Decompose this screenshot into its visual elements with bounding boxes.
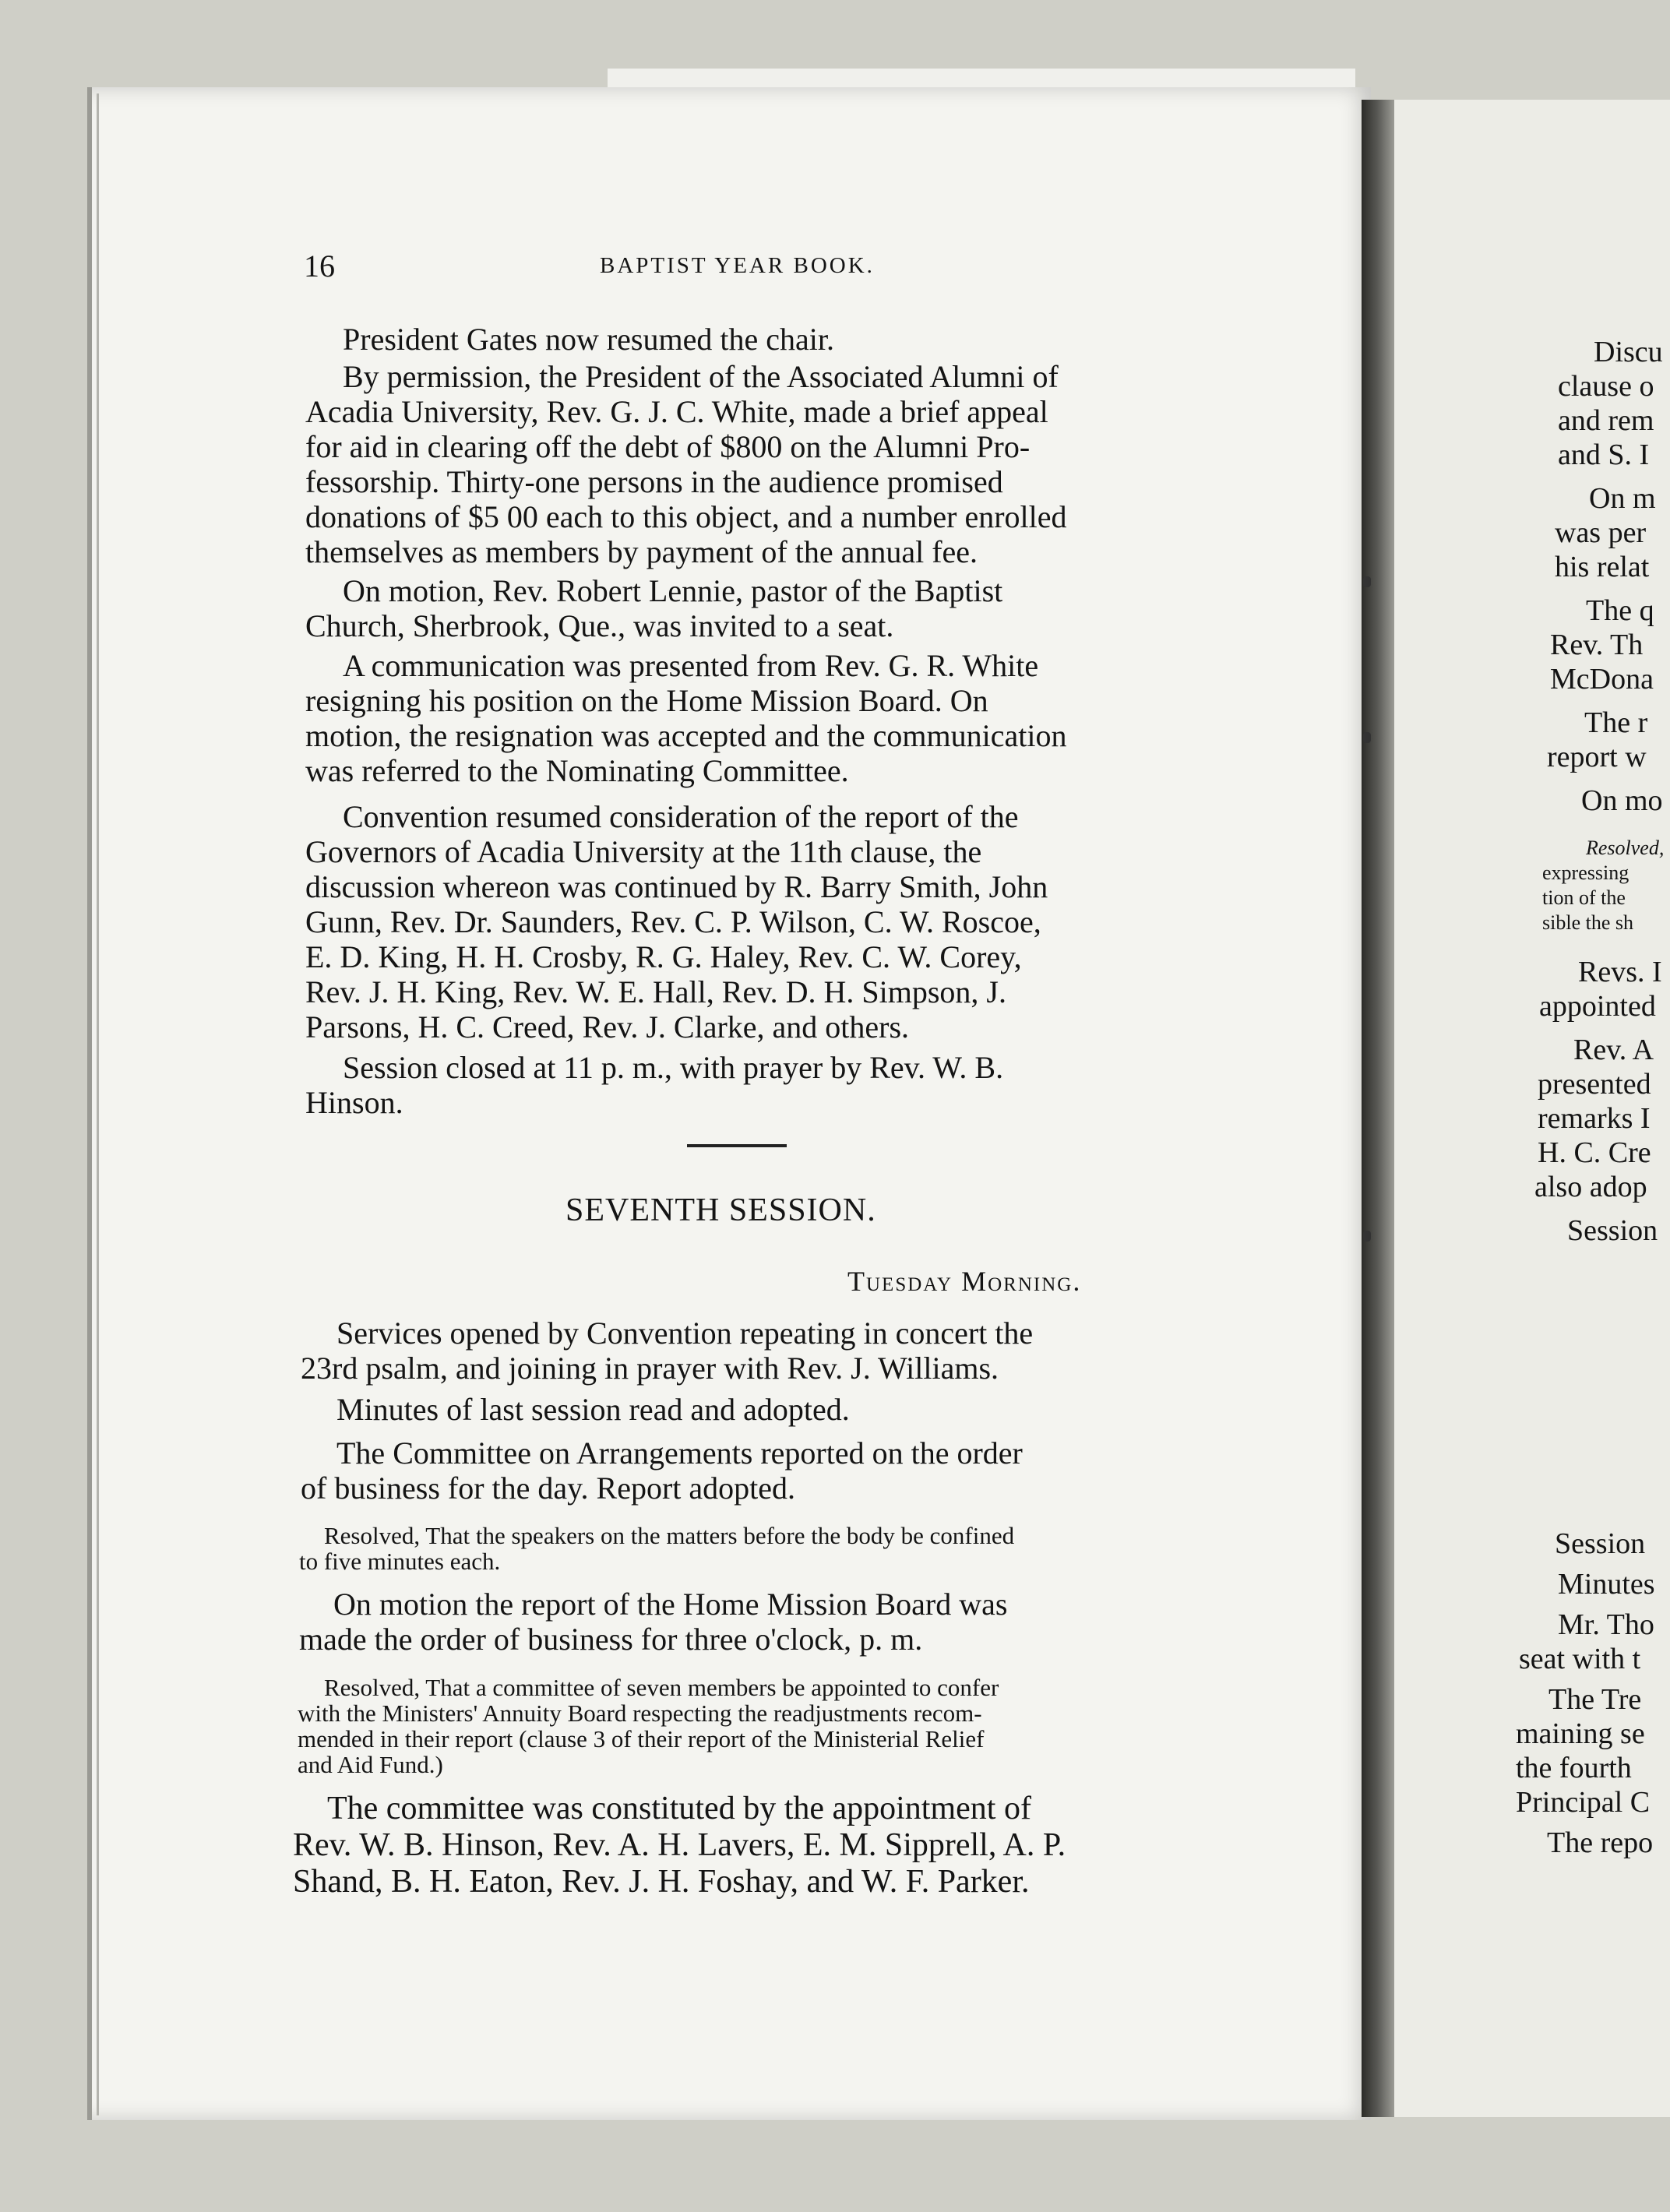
text-line: Hinson. [305,1085,403,1120]
right-text-fragment: appointed [1539,990,1656,1023]
text-line: for aid in clearing off the debt of $800 on the Alumni Pro- [305,429,1031,464]
binding-stitch [1363,576,1371,587]
book-edge-inner [97,93,99,2115]
right-text-fragment: was per [1555,516,1647,549]
running-head: BAPTIST YEAR BOOK. [600,253,875,278]
text-line: Services opened by Convention repeating in concert the [336,1316,1034,1351]
section-divider [687,1144,787,1147]
right-text-fragment: The Tre [1548,1683,1642,1716]
right-text-fragment: remarks I [1538,1102,1651,1135]
text-line: Acadia University, Rev. G. J. C. White, made a brief appeal [305,394,1048,429]
text-line: President Gates now resumed the chair. [343,322,834,357]
text-line: motion, the resignation was accepted and the communication [305,718,1067,753]
text-line: fessorship. Thirty-one persons in the audience promised [305,464,1003,499]
right-text-fragment: Session [1567,1214,1658,1247]
right-text-fragment: On mo [1581,784,1663,817]
text-line: Governors of Acadia University at the 11th clause, the [305,834,982,869]
text-line: The committee was constituted by the appointment of [327,1791,1031,1826]
right-text-fragment: The r [1584,706,1648,739]
binding-stitch [1363,732,1371,743]
text-line: 23rd psalm, and joining in prayer with Rev. J. Williams. [301,1351,999,1386]
text-line: Gunn, Rev. Dr. Saunders, Rev. C. P. Wilson, C. W. Roscoe, [305,904,1041,939]
text-line: was referred to the Nominating Committee. [305,753,849,788]
text-line: themselves as members by payment of the annual fee. [305,534,978,569]
text-line: E. D. King, H. H. Crosby, R. G. Haley, Rev. C. W. Corey, [305,939,1022,974]
book-gutter [1362,100,1394,2117]
right-text-fragment: and S. I [1558,439,1650,471]
right-text-fragment: tion of the [1542,886,1626,909]
resolution-line: Resolved, That a committee of seven members be appointed to confer [324,1674,999,1701]
right-text-fragment: Rev. A [1573,1034,1654,1066]
right-text-fragment: The repo [1547,1826,1654,1859]
text-line: Session closed at 11 p. m., with prayer by Rev. W. B. [343,1050,1004,1085]
right-text-fragment: The q [1586,594,1654,627]
resolution-line: mended in their report (clause 3 of their report of the Ministerial Relief [298,1725,985,1752]
page-number: 16 [304,248,335,284]
session-time: Tuesday Morning. [847,1266,1082,1297]
text-line: Parsons, H. C. Creed, Rev. J. Clarke, and others. [305,1009,910,1044]
right-text-fragment: maining se [1516,1717,1645,1750]
right-text-fragment: his relat [1555,551,1650,583]
text-line: Convention resumed consideration of the report of the [343,799,1019,834]
right-text-fragment: the fourth [1516,1752,1632,1784]
text-line: of business for the day. Report adopted. [301,1471,796,1506]
text-line: Rev. J. H. King, Rev. W. E. Hall, Rev. D. H. Simpson, J. [305,974,1006,1009]
text-line: The Committee on Arrangements reported on the order [336,1435,1023,1471]
text-line: made the order of business for three o'clock, p. m. [299,1622,923,1657]
text-line: On motion, Rev. Robert Lennie, pastor of the Baptist [343,573,1003,608]
text-line: discussion whereon was continued by R. Barry Smith, John [305,869,1048,904]
right-text-fragment: Principal C [1516,1786,1651,1819]
session-heading: SEVENTH SESSION. [565,1192,876,1228]
text-line: Shand, B. H. Eaton, Rev. J. H. Foshay, and W. F. Parker. [293,1864,1030,1900]
binding-stitch [1363,1231,1371,1242]
right-text-fragment: expressing [1542,861,1629,884]
right-text-fragment: Minutes [1558,1568,1655,1601]
right-text-fragment: Mr. Tho [1558,1608,1654,1641]
resolution-line: with the Ministers' Annuity Board respecting the readjustments recom- [298,1700,982,1727]
text-line: By permission, the President of the Associated Alumni of [343,359,1059,394]
text-line: Church, Sherbrook, Que., was invited to a seat. [305,608,894,643]
right-text-fragment: report w [1547,741,1647,773]
book-edge [87,87,92,2120]
right-text-fragment: Discu [1594,336,1663,368]
text-line: Rev. W. B. Hinson, Rev. A. H. Lavers, E. M. Sipprell, A. P. [293,1827,1066,1863]
right-text-fragment: sible the sh [1542,911,1633,934]
right-text-fragment: also adop [1534,1171,1647,1203]
text-line: donations of $5 00 each to this object, and a number enrolled [305,499,1067,534]
right-text-fragment: Session [1555,1527,1646,1560]
text-line: On motion the report of the Home Mission Board was [333,1587,1008,1622]
right-text-fragment: seat with t [1519,1643,1641,1675]
right-text-fragment: clause o [1558,370,1654,403]
right-text-fragment: H. C. Cre [1538,1136,1651,1169]
resolution-line: to five minutes each. [299,1548,501,1575]
resolution-line: Resolved, That the speakers on the matters before the body be confined [324,1522,1015,1549]
right-text-fragment: On m [1589,482,1656,515]
text-line: resigning his position on the Home Mission Board. On [305,683,988,718]
text-line: Minutes of last session read and adopted. [336,1392,850,1427]
right-text-fragment: McDona [1550,663,1654,696]
text-line: A communication was presented from Rev. G. R. White [343,648,1039,683]
right-text-fragment: Resolved, [1586,837,1665,859]
right-text-fragment: Revs. I [1578,956,1662,988]
right-text-fragment: Rev. Th [1550,629,1644,661]
resolution-line: and Aid Fund.) [298,1751,443,1778]
right-text-fragment: presented [1538,1068,1651,1101]
right-text-fragment: and rem [1558,404,1654,437]
